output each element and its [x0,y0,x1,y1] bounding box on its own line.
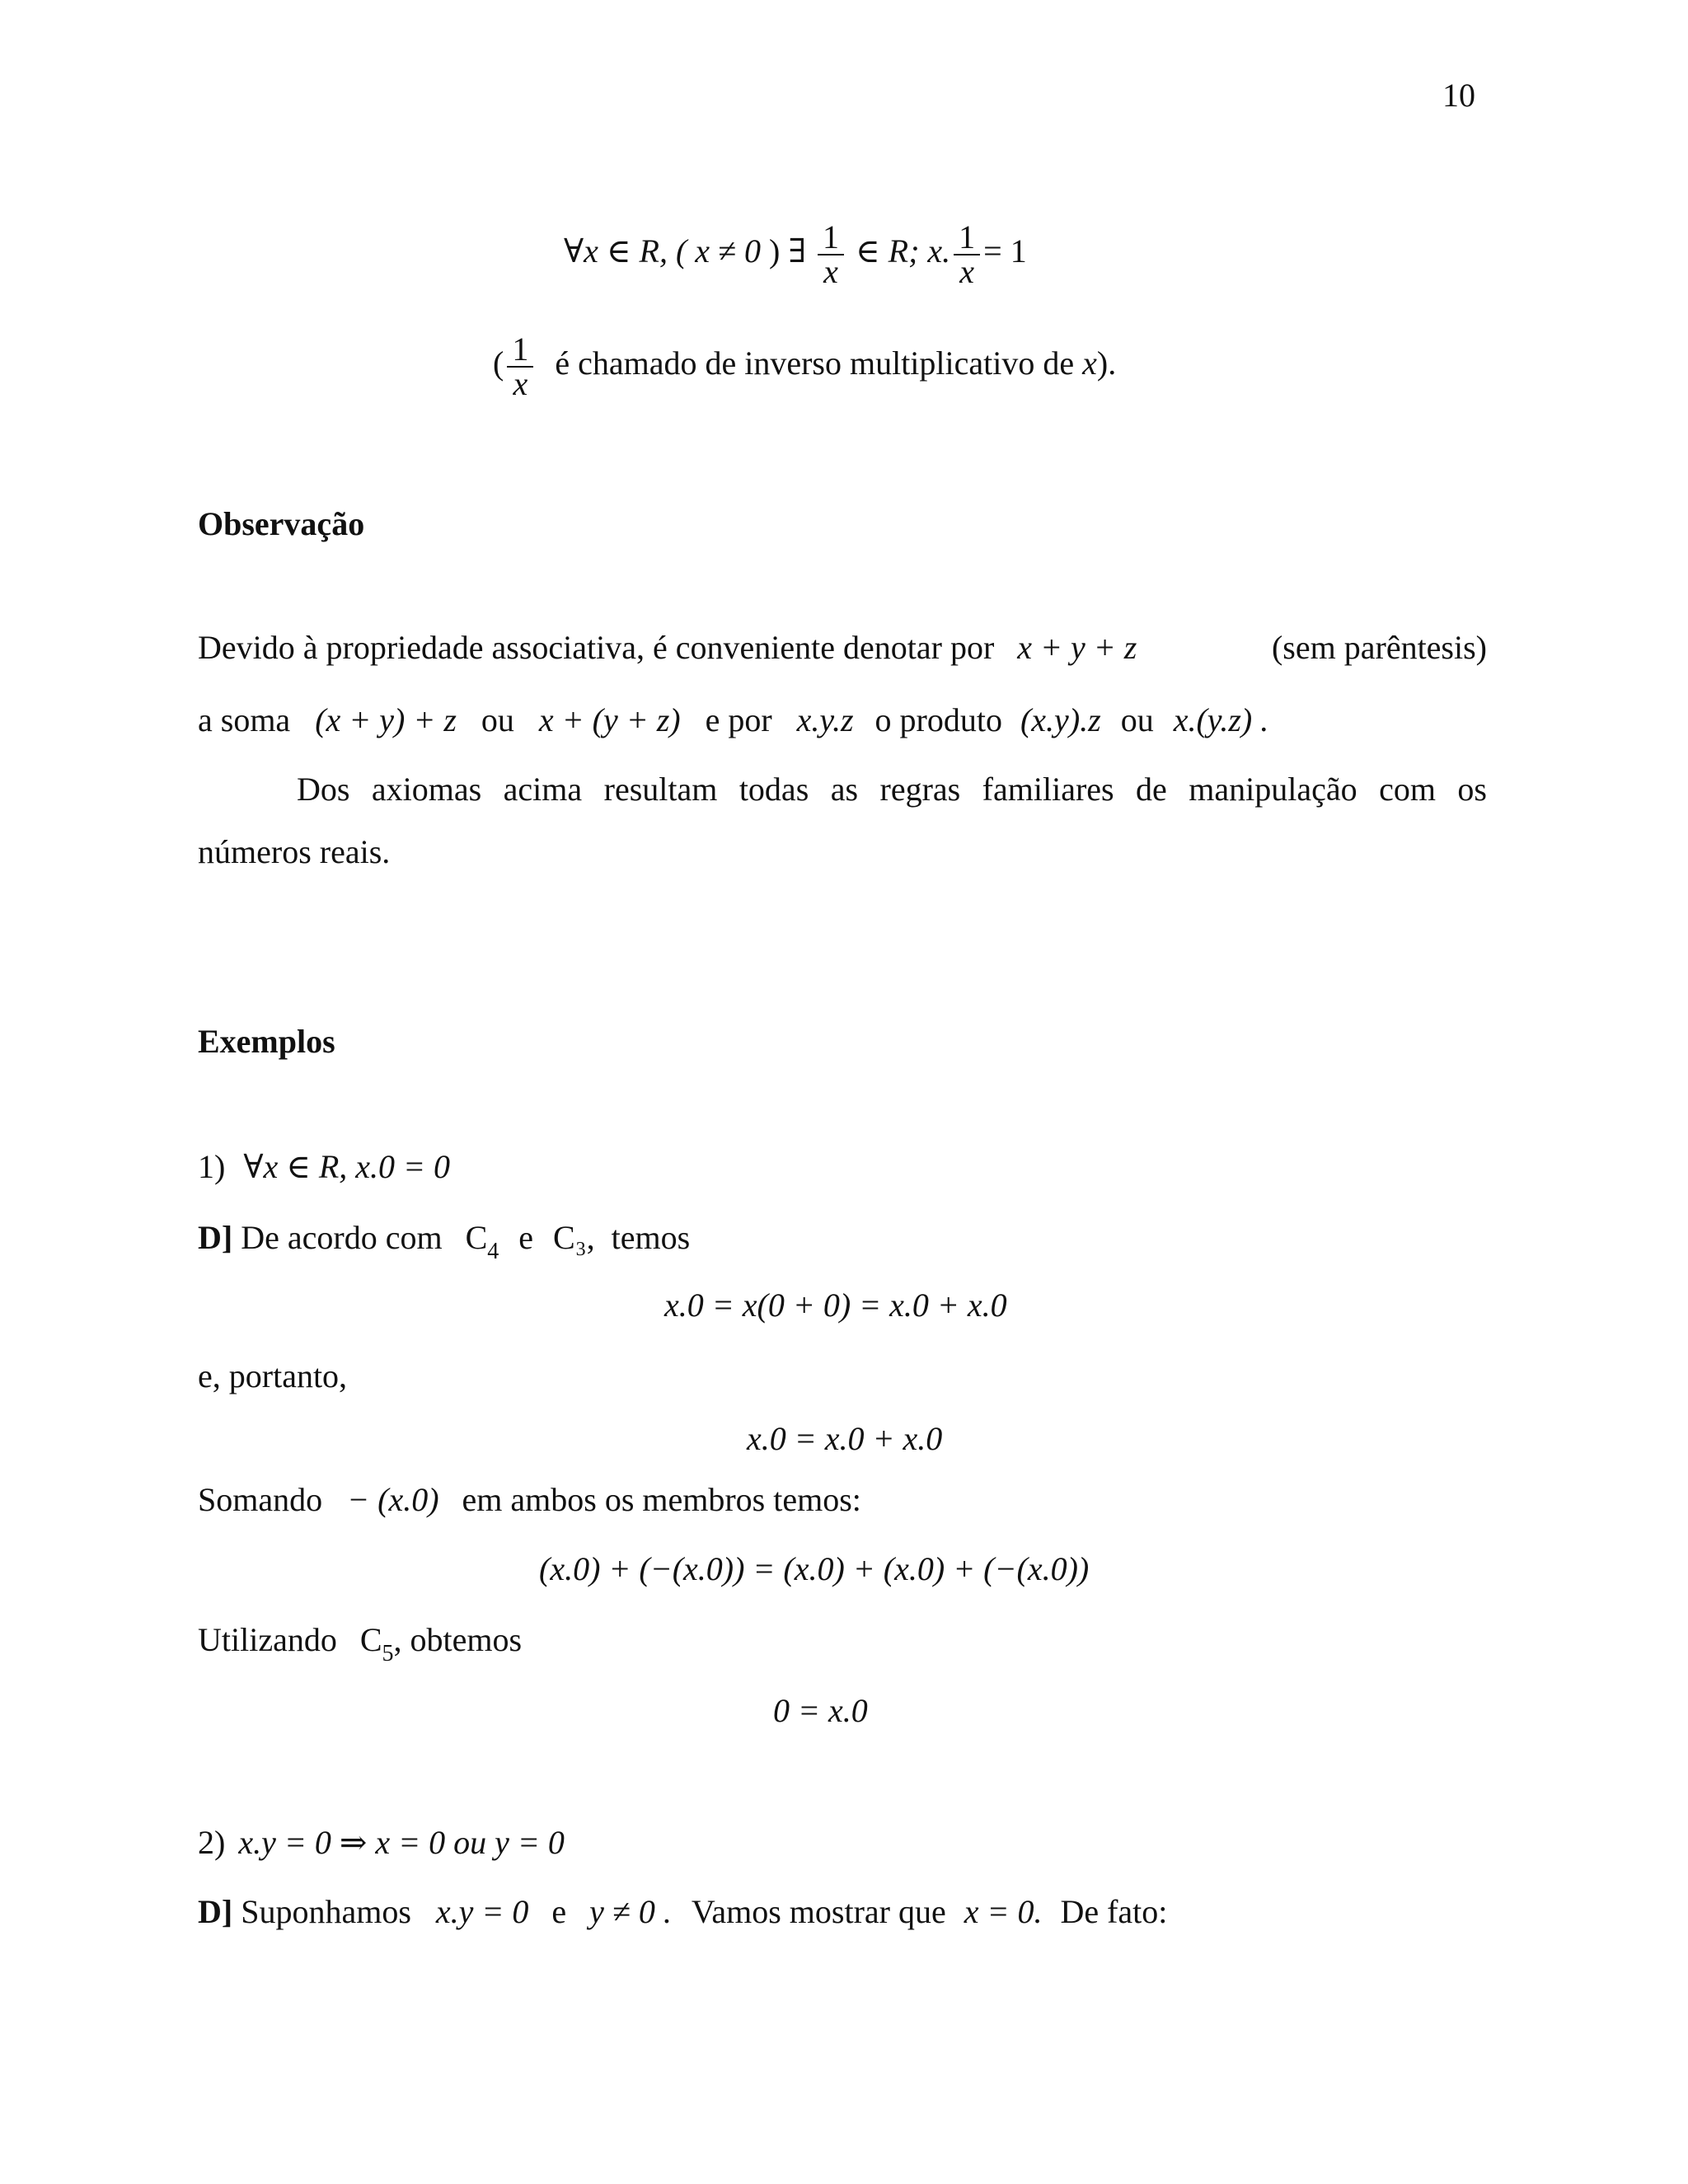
obs-line1-math: x + y + z [1017,629,1137,666]
equation-3: (x.0) + (−(x.0)) = (x.0) + (x.0) + (−(x.0)) [539,1550,1090,1587]
fraction-denominator: x [959,253,975,290]
axiom-formula [564,218,1027,290]
obs-line2-m1: (x + y) + z [315,701,457,738]
axiomas-paragraph-line-2: números reais. [198,833,391,870]
obs-line2-m2: x + (y + z) [538,701,681,738]
equation-4: 0 = x.0 [773,1692,868,1729]
example-2-label: 2) [198,1824,226,1861]
proof-e: e [551,1893,567,1930]
axiom-in-r: ∈ R, ( [606,232,687,270]
proof-label: D] [198,1893,233,1930]
axiom-equals-one: = 1 [983,232,1027,270]
fraction-denominator: x [513,365,528,402]
inverse-close: ). [1096,344,1117,382]
example-1-label: 1) [198,1148,226,1185]
axiom-fraction-2 [954,218,980,290]
axiom-c4-subscript: 4 [487,1239,499,1264]
inverse-x: x [1082,344,1097,382]
observacao-heading: Observação [198,505,365,542]
axiom-condition: x ≠ 0 [695,232,761,270]
proof-m3: x = 0. [964,1893,1043,1930]
fraction-numerator: 1 [507,333,533,368]
axiom-forall: ∀x [564,232,598,270]
obs-line1-text: Devido à propriedade associativa, é conveniente denotar por [198,629,995,666]
obs-line1-sem-parentesis: (sem parêntesis) [1271,629,1487,666]
inverse-text: é chamado de inverso multiplicativo de [555,344,1075,382]
obs-line2-ou1: ou [481,701,514,738]
obs-line2-m3: x.y.z [796,701,854,738]
equation-1: x.0 = x(0 + 0) = x.0 + x.0 [664,1286,1007,1324]
observacao-line-2 [198,701,1268,739]
utilizando-line [198,1620,523,1666]
fraction-numerator: 1 [818,221,844,255]
obs-line2-m5: x.(y.z) . [1173,701,1269,738]
axiom-fraction [818,218,844,290]
axiom-in-r-x: ∈ R; x. [856,232,951,270]
example-2-statement [198,1823,565,1862]
proof-text: Suponhamos [241,1893,411,1930]
proof-label: D] [198,1219,233,1256]
inverse-open-paren: ( [493,344,504,382]
axiom-c5: $C_5$ [359,1621,394,1666]
equation-2: x.0 = x.0 + x.0 [747,1420,943,1457]
proof-text: De acordo com [241,1219,443,1256]
portanto-text: e, portanto, [198,1357,348,1394]
fraction-numerator: 1 [954,221,980,255]
obs-line2-epor: e por [705,701,772,738]
inverse-fraction [507,330,533,402]
example-2-proof-intro [198,1892,1167,1931]
proof-text-b: Vamos mostrar que [691,1893,946,1930]
proof-m2: y ≠ 0 . [589,1893,672,1930]
axiom-c3: C₃, [553,1219,595,1256]
example-1-statement [198,1147,450,1186]
proof-e: e [518,1219,534,1256]
obs-line2-a-soma: a soma [198,701,291,738]
page-number: 10 [1442,77,1475,114]
obs-line2-oprod: o produto [874,701,1002,738]
proof-text-c: De fato: [1060,1893,1168,1930]
example-1-proof-intro [198,1218,691,1264]
proof-m1: x.y = 0 [435,1893,529,1930]
exemplos-heading: Exemplos [198,1023,335,1060]
example-1-formula: ∀x ∈ R, x.0 = 0 [243,1148,451,1185]
example-2-formula: x.y = 0 ⇒ x = 0 ou y = 0 [238,1824,565,1861]
somando-text: Somando [198,1481,323,1518]
somando-rest: em ambos os membros temos: [462,1481,861,1518]
axiomas-paragraph-line-1: Dos axiomas acima resultam todas as regras familiares de manipulação com os [297,771,1487,808]
utilizando-rest: , obtemos [393,1621,523,1658]
inverse-note [493,330,1117,402]
axiom-c4: $C_4$ [465,1219,499,1264]
fraction-denominator: x [823,253,838,290]
axiom-c5-subscript: 5 [382,1641,394,1666]
utilizando-text: Utilizando [198,1621,337,1658]
somando-math: − (x.0) [347,1481,439,1518]
obs-line2-m4: (x.y).z [1020,701,1101,738]
axiom-exists: ) ∃ [769,232,807,270]
observacao-line-1 [198,628,1487,667]
obs-line2-ou2: ou [1120,701,1154,738]
proof-temos: temos [611,1219,691,1256]
somando-line [198,1480,861,1519]
